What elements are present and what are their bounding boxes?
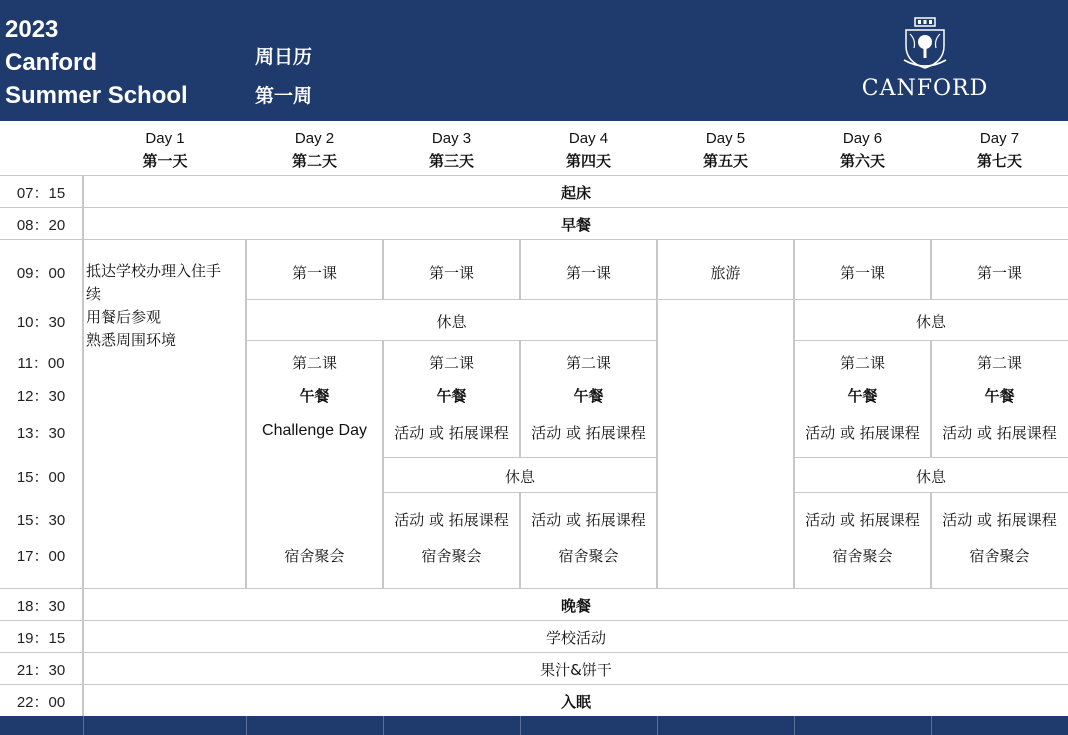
time-label: 12：30: [16, 388, 66, 405]
calendar-label: 周日历: [255, 46, 313, 68]
title-program: Summer School: [5, 82, 188, 109]
day-header-6: [794, 128, 931, 172]
day-zh: 第六天: [839, 152, 885, 170]
dorm-party: 宿舍聚会: [284, 547, 345, 565]
grid-line: [519, 492, 521, 588]
day-header-4: [520, 128, 657, 172]
title-year: 2023: [5, 16, 59, 43]
crest-icon: [902, 16, 948, 70]
activity-or-course: 活动 或 拓展课程: [531, 511, 646, 529]
day-zh: 第一天: [142, 152, 188, 170]
grid-line: [0, 207, 1068, 208]
lunch: 午餐: [299, 387, 330, 405]
morning-break: 休息: [436, 313, 467, 331]
wake-up: 起床: [560, 184, 591, 202]
activity-or-course: 活动 或 拓展课程: [394, 424, 509, 442]
footer-divider: [931, 716, 932, 735]
day-zh: 第二天: [291, 152, 337, 170]
school-title: [5, 13, 188, 112]
lesson-1: 第一课: [976, 264, 1022, 282]
day-header-7: [931, 128, 1068, 172]
breakfast: 早餐: [560, 216, 591, 234]
time-label: 09：00: [16, 265, 66, 282]
arrival-line: 续: [86, 285, 102, 303]
day-en: Day 5: [705, 130, 746, 147]
afternoon-break: 休息: [504, 468, 535, 486]
time-label: 15：30: [16, 512, 66, 529]
lesson-2: 第二课: [839, 354, 885, 372]
day-en: Day 4: [568, 130, 609, 147]
week-label: 第一周: [255, 85, 313, 107]
time-label: 07：15: [16, 185, 66, 202]
footer-bar: [0, 716, 1068, 735]
footer-divider: [520, 716, 521, 735]
day5-trip: 旅游: [710, 264, 741, 282]
arrival-line: 熟悉周围环境: [86, 331, 177, 349]
grid-line: [246, 340, 657, 341]
grid-line: [0, 684, 1068, 685]
grid-line: [794, 457, 1068, 458]
afternoon-break: 休息: [915, 468, 946, 486]
lesson-1: 第一课: [291, 264, 337, 282]
arrival-line: 用餐后参观: [86, 308, 162, 326]
grid-line: [0, 620, 1068, 621]
challenge-day: Challenge Day: [262, 422, 367, 439]
time-label: 11：00: [17, 355, 65, 372]
time-label: 08：20: [16, 217, 66, 234]
logo-wordmark: CANFORD: [861, 76, 989, 101]
activity-or-course: 活动 或 拓展课程: [942, 511, 1057, 529]
day-zh: 第四天: [565, 152, 611, 170]
footer-divider: [383, 716, 384, 735]
footer-divider: [246, 716, 247, 735]
lesson-1: 第一课: [839, 264, 885, 282]
day-en: Day 7: [979, 130, 1020, 147]
activity-or-course: 活动 或 拓展课程: [394, 511, 509, 529]
activity-or-course: 活动 或 拓展课程: [805, 424, 920, 442]
day1-arrival: [86, 260, 241, 352]
day-en: Day 6: [842, 130, 883, 147]
week-title: [255, 38, 312, 116]
title-name: Canford: [5, 49, 97, 76]
grid-line: [0, 588, 1068, 589]
day-header-3: [383, 128, 520, 172]
lesson-2: 第二课: [976, 354, 1022, 372]
canford-logo: [860, 16, 990, 106]
evening-snack: 果汁&饼干: [540, 661, 612, 679]
grid-line: [383, 457, 657, 458]
day-header-1: [84, 128, 246, 172]
dinner: 晚餐: [560, 597, 591, 615]
dorm-party: 宿舍聚会: [969, 547, 1030, 565]
day-zh: 第三天: [428, 152, 474, 170]
lunch: 午餐: [984, 387, 1015, 405]
grid-line: [793, 239, 795, 588]
time-label: 10：30: [16, 314, 66, 331]
lunch: 午餐: [847, 387, 878, 405]
grid-line: [0, 175, 1068, 176]
lunch: 午餐: [573, 387, 604, 405]
day-header-5: [657, 128, 794, 172]
footer-divider: [83, 716, 84, 735]
activity-or-course: 活动 或 拓展课程: [942, 424, 1057, 442]
lesson-1: 第一课: [565, 264, 611, 282]
dorm-party: 宿舍聚会: [558, 547, 619, 565]
day-zh: 第七天: [976, 152, 1022, 170]
lesson-2: 第二课: [291, 354, 337, 372]
time-label: 21：30: [16, 662, 66, 679]
day-zh: 第五天: [702, 152, 748, 170]
footer-divider: [657, 716, 658, 735]
activity-or-course: 活动 或 拓展课程: [531, 424, 646, 442]
grid-line: [0, 652, 1068, 653]
time-label: 15：00: [16, 469, 66, 486]
bedtime: 入眠: [560, 693, 591, 711]
grid-line: [930, 492, 932, 588]
day-en: Day 3: [431, 130, 472, 147]
school-activity: 学校活动: [545, 629, 606, 647]
time-label: 18：30: [16, 598, 66, 615]
grid-line: [245, 239, 247, 588]
day-en: Day 1: [145, 130, 185, 147]
time-label: 19：15: [16, 630, 66, 647]
activity-or-course: 活动 或 拓展课程: [805, 511, 920, 529]
lesson-1: 第一课: [428, 264, 474, 282]
morning-break: 休息: [915, 313, 946, 331]
lesson-2: 第二课: [565, 354, 611, 372]
dorm-party: 宿舍聚会: [421, 547, 482, 565]
day-en: Day 2: [294, 130, 335, 147]
time-label: 13：30: [16, 425, 66, 442]
arrival-line: 抵达学校办理入住手: [86, 262, 222, 280]
dorm-party: 宿舍聚会: [832, 547, 893, 565]
lunch: 午餐: [436, 387, 467, 405]
time-label: 22：00: [16, 694, 66, 711]
footer-divider: [794, 716, 795, 735]
time-label: 17：00: [16, 548, 66, 565]
grid-line: [656, 239, 658, 588]
lesson-2: 第二课: [428, 354, 474, 372]
grid-line: [0, 239, 1068, 240]
day-header-2: [246, 128, 383, 172]
